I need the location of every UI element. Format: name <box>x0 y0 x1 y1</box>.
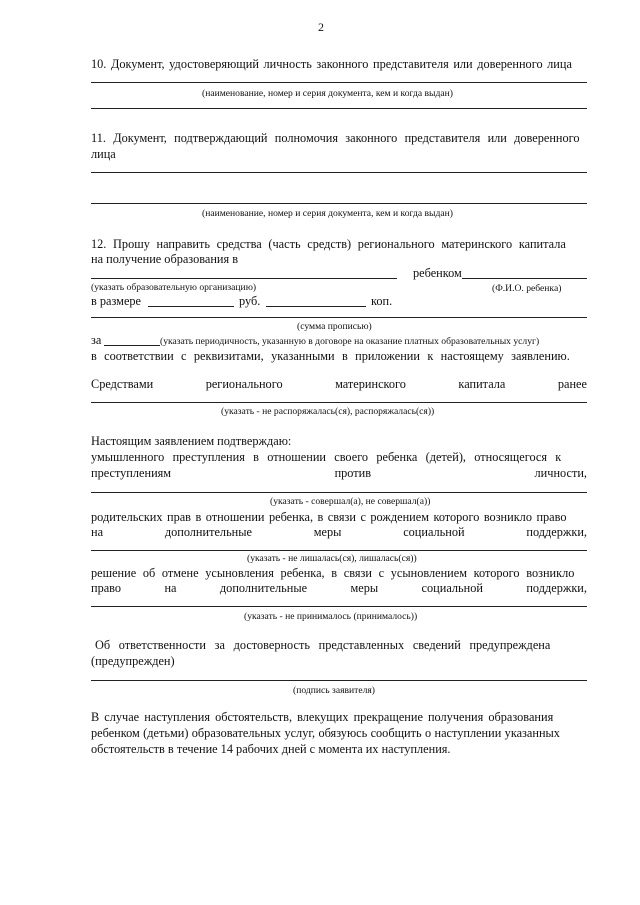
adopt-caption: (указать - не принималось (принималось)) <box>244 611 418 622</box>
s11-field-1[interactable] <box>91 172 587 173</box>
s11-field-2[interactable] <box>91 203 587 204</box>
rebenkom-label: ребенком <box>413 266 462 280</box>
crime-line1: умышленного преступления в отношении своего ребенка (детей), относящегося к <box>91 450 562 464</box>
rights-word: на <box>91 525 104 539</box>
confirm-heading: Настоящим заявлением подтверждаю: <box>91 434 292 448</box>
rub-field[interactable] <box>148 306 234 307</box>
adopt-line2 <box>91 581 587 595</box>
kop-label: коп. <box>371 294 393 308</box>
responsibility-line1: Об ответственности за достоверность представленных сведений предупреждена <box>95 638 551 652</box>
child-name-caption: (Ф.И.О. ребенка) <box>492 283 562 294</box>
rekvizity-line: в соответствии с реквизитами, указанными в приложении к настоящему заявлению. <box>91 349 570 363</box>
signature-caption: (подпись заявителя) <box>293 685 376 696</box>
capital-word: регионального <box>205 377 283 391</box>
adopt-field[interactable] <box>91 606 587 607</box>
rights-line2 <box>91 525 587 539</box>
crime-line2 <box>91 466 587 480</box>
capital-word: капитала <box>458 377 506 391</box>
s11-line2: лица <box>91 147 116 161</box>
child-name-field[interactable] <box>462 278 587 279</box>
crime-word: преступлениям <box>91 466 172 480</box>
s10-field-2[interactable] <box>91 108 587 109</box>
rights-caption: (указать - не лишалась(ся), лишалась(ся)) <box>247 553 417 564</box>
periodicity-caption: (указать периодичность, указанную в договоре на оказание платных образовательных услуг) <box>160 336 540 347</box>
rights-word: дополнительные <box>164 525 252 539</box>
s11-caption: (наименование, номер и серия документа, кем и когда выдан) <box>202 208 453 219</box>
v-razmere-label: в размере <box>91 294 142 308</box>
za-label: за <box>91 333 102 347</box>
capital-field[interactable] <box>91 402 587 403</box>
org-caption: (указать образовательную организацию) <box>91 282 257 293</box>
s12-line2: на получение образования в <box>91 252 239 266</box>
adopt-word: право <box>91 581 122 595</box>
adopt-word: социальной <box>421 581 483 595</box>
capital-word: ранее <box>557 377 587 391</box>
adopt-line1: решение об отмене усыновления ребенка, в связи с усыновлением которого возникло <box>91 566 575 580</box>
adopt-word: меры <box>350 581 379 595</box>
rights-word: поддержки, <box>526 525 587 539</box>
crime-field[interactable] <box>91 492 587 493</box>
signature-field[interactable] <box>91 680 587 681</box>
adopt-word: поддержки, <box>526 581 587 595</box>
org-field[interactable] <box>91 278 397 279</box>
periodicity-field[interactable] <box>104 345 160 346</box>
responsibility-line2: (предупрежден) <box>91 654 175 668</box>
crime-caption: (указать - совершал(а), не совершал(а)) <box>270 496 431 507</box>
s10-caption: (наименование, номер и серия документа, кем и когда выдан) <box>202 88 453 99</box>
crime-word: против <box>334 466 372 480</box>
capital-word: материнского <box>335 377 406 391</box>
final-line1: В случае наступления обстоятельств, влекущих прекращение получения образования <box>91 710 554 724</box>
sum-words-field[interactable] <box>91 317 587 318</box>
s10-line1: 10. Документ, удостоверяющий личность законного представителя или доверенного лица <box>91 57 572 71</box>
s11-line1: 11. Документ, подтверждающий полномочия законного представителя или доверенного <box>91 131 580 145</box>
sum-words-caption: (сумма прописью) <box>297 321 372 332</box>
rights-word: меры <box>313 525 342 539</box>
adopt-word: на <box>164 581 177 595</box>
s12-line1: 12. Прошу направить средства (часть средств) регионального материнского капитала <box>91 237 566 251</box>
capital-word: Средствами <box>91 377 154 391</box>
capital-caption: (указать - не распоряжалась(ся), распоряжалась(ся)) <box>221 406 435 417</box>
adopt-word: дополнительные <box>219 581 308 595</box>
rights-word: социальной <box>403 525 465 539</box>
final-line3: обстоятельств в течение 14 рабочих дней с момента их наступления. <box>91 742 451 756</box>
crime-word: личности, <box>534 466 587 480</box>
rights-field[interactable] <box>91 550 587 551</box>
final-line2: ребенком (детьми) образовательных услуг, обязуюсь сообщить о наступлении указанных <box>91 726 560 740</box>
page-number: 2 <box>318 20 324 34</box>
rub-label: руб. <box>239 294 261 308</box>
rights-line1: родительских прав в отношении ребенка, в связи с рождением которого возникло право <box>91 510 567 524</box>
kop-field[interactable] <box>266 306 366 307</box>
s10-field-1[interactable] <box>91 82 587 83</box>
capital-line <box>91 377 587 391</box>
